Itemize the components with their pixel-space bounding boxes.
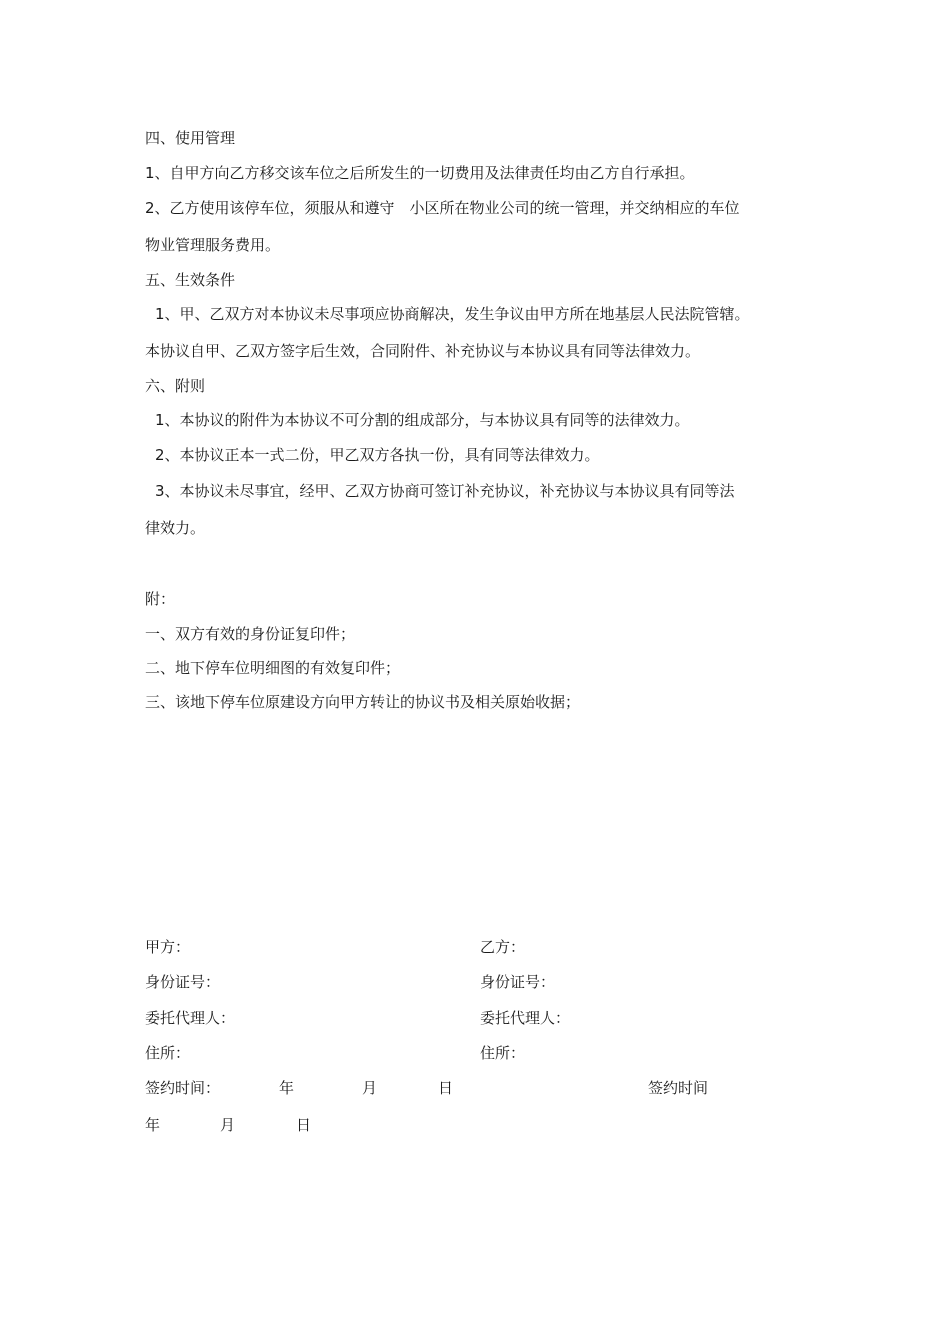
party-b-month-label: 月: [220, 1116, 236, 1134]
party-b-agent-label: 委托代理人：: [480, 1009, 571, 1027]
party-a-id-label: 身份证号：: [145, 973, 221, 991]
attachment-item-1: 一、双方有效的身份证复印件；: [145, 625, 356, 643]
section-5-item-1: 1、甲、乙双方对本协议未尽事项应协商解决，发生争议由甲方所在地基层人民法院管辖。: [155, 305, 750, 323]
party-b-id-label: 身份证号：: [480, 973, 556, 991]
attachments-heading: 附：: [145, 590, 176, 608]
section-5-heading: 五、生效条件: [145, 271, 236, 289]
section-4-heading: 四、使用管理: [145, 129, 236, 147]
party-b-sign-time-label: 签约时间: [648, 1079, 709, 1097]
attachment-item-3: 三、该地下停车位原建设方向甲方转让的协议书及相关原始收据；: [145, 693, 581, 711]
attachment-item-2: 二、地下停车位明细图的有效复印件；: [145, 659, 401, 677]
section-6-item-3-line-2: 律效力。: [145, 519, 206, 537]
party-a-year-label: 年: [279, 1079, 295, 1097]
party-b-address-label: 住所：: [480, 1044, 526, 1062]
section-4-item-1: 1、自甲方向乙方移交该车位之后所发生的一切费用及法律责任均由乙方自行承担。: [145, 164, 695, 182]
section-4-item-2-line-2: 物业管理服务费用。: [145, 236, 281, 254]
section-6-heading: 六、附则: [145, 377, 206, 395]
section-4-item-2-line-1: 2、乙方使用该停车位，须服从和遵守 小区所在物业公司的统一管理，并交纳相应的车位: [145, 199, 740, 217]
section-6-item-1: 1、本协议的附件为本协议不可分割的组成部分，与本协议具有同等的法律效力。: [155, 411, 690, 429]
party-a-sign-time-label: 签约时间：: [145, 1079, 221, 1097]
section-5-item-2: 本协议自甲、乙双方签字后生效，合同附件、补充协议与本协议具有同等法律效力。: [145, 342, 701, 360]
party-a-agent-label: 委托代理人：: [145, 1009, 236, 1027]
party-a-month-label: 月: [362, 1079, 378, 1097]
party-a-address-label: 住所：: [145, 1044, 191, 1062]
section-6-item-3-line-1: 3、本协议未尽事宜，经甲、乙双方协商可签订补充协议，补充协议与本协议具有同等法: [155, 482, 735, 500]
party-a-day-label: 日: [438, 1079, 454, 1097]
party-a-label: 甲方：: [145, 938, 191, 956]
party-b-day-label: 日: [296, 1116, 312, 1134]
party-b-year-label: 年: [145, 1116, 161, 1134]
party-b-label: 乙方：: [480, 938, 526, 956]
section-6-item-2: 2、本协议正本一式二份，甲乙双方各执一份，具有同等法律效力。: [155, 446, 600, 464]
